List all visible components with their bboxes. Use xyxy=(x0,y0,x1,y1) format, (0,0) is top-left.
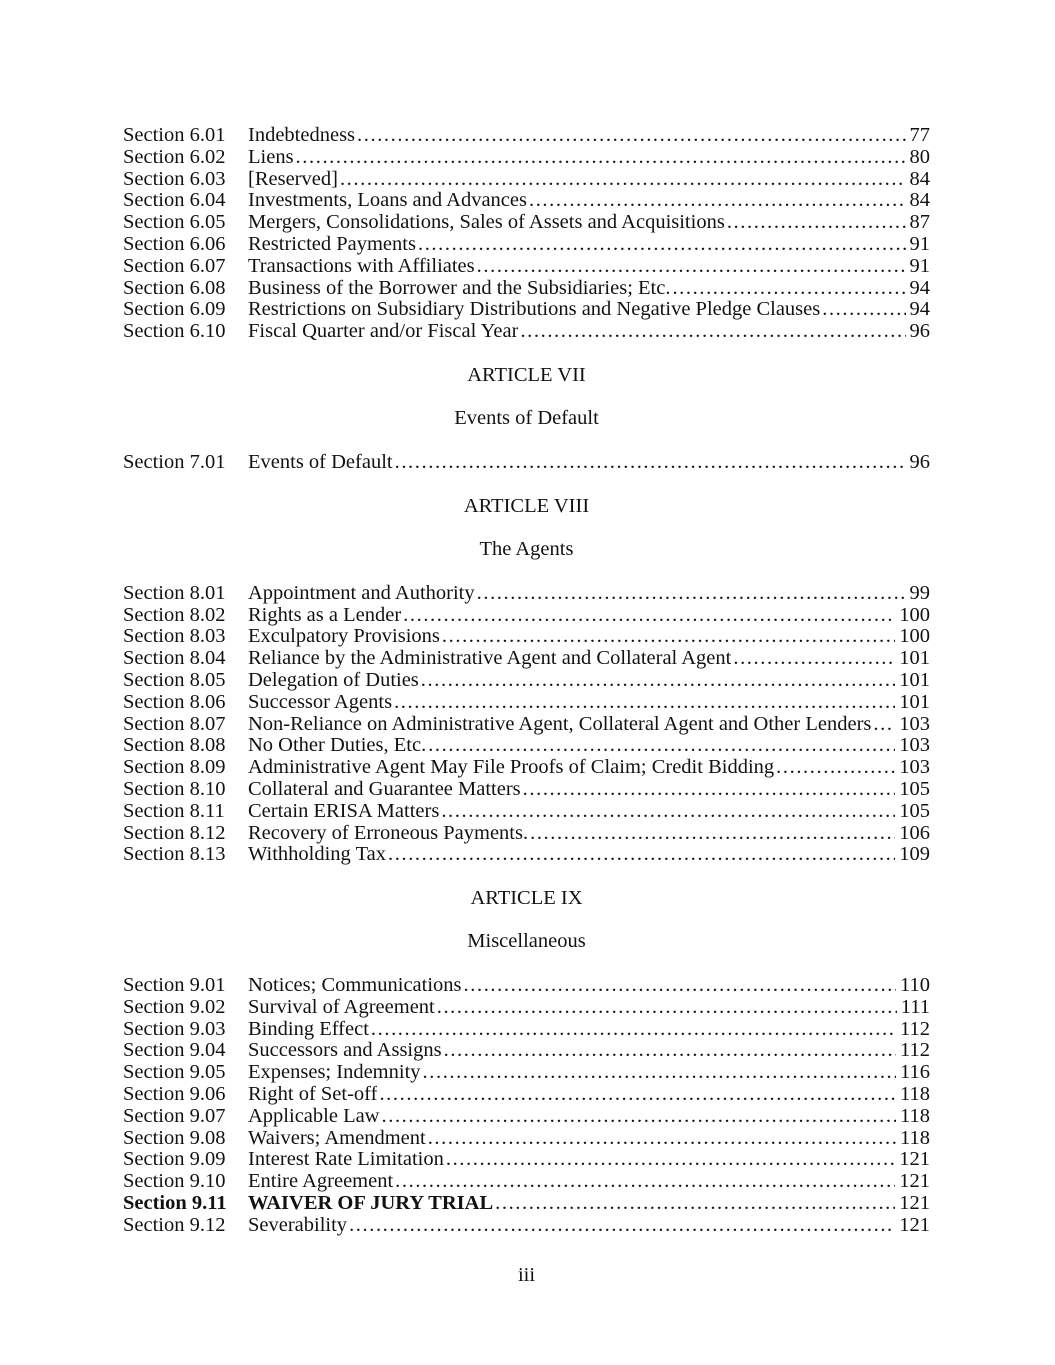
toc-entry-section-label: Section 8.12 xyxy=(123,821,226,844)
toc-dot-leader xyxy=(727,212,906,234)
toc-entry-section-label: Section 9.08 xyxy=(123,1126,226,1149)
toc-dot-leader xyxy=(442,626,895,648)
toc-dot-leader xyxy=(733,648,895,670)
toc-entry-page-number: 80 xyxy=(909,145,930,168)
toc-entry-section-label: Section 8.01 xyxy=(123,581,226,604)
toc-dot-leader xyxy=(672,278,905,300)
toc-entry-section-label: Section 6.10 xyxy=(123,320,226,343)
toc-entry-title: Entire Agreement xyxy=(248,1171,394,1193)
toc-entry-section-label: Section 9.09 xyxy=(123,1148,226,1171)
toc-entry-title: Survival of Agreement xyxy=(248,996,435,1018)
toc-entry-row xyxy=(123,801,930,823)
toc-dot-leader xyxy=(403,605,895,627)
toc-entry-row xyxy=(123,1040,930,1062)
page-footer xyxy=(123,1265,930,1287)
toc-dot-leader xyxy=(441,801,895,823)
toc-entry-title: Reliance by the Administrative Agent and Collateral Agent xyxy=(248,648,732,670)
toc-entry-page-number: 116 xyxy=(900,1061,930,1084)
toc-entry-title: Expenses; Indemnity xyxy=(248,1062,421,1084)
toc-entry-page-number: 110 xyxy=(900,974,930,997)
toc-entry-row xyxy=(123,234,930,256)
toc-dot-leader xyxy=(477,256,906,278)
toc-dot-leader xyxy=(446,1149,895,1171)
toc-entry-row xyxy=(123,626,930,648)
toc-dot-leader xyxy=(444,1040,896,1062)
toc-entry-row xyxy=(123,1084,930,1106)
toc-entry-title: Recovery of Erroneous Payments. xyxy=(248,822,529,844)
page-number: iii xyxy=(517,1263,536,1286)
article-subheading: Miscellaneous xyxy=(467,930,586,953)
toc-entry-row xyxy=(123,125,930,147)
toc-entry-section-label: Section 7.01 xyxy=(123,450,226,473)
toc-dot-leader xyxy=(529,190,906,212)
toc-entry-list xyxy=(123,452,930,474)
toc-entry-page-number: 106 xyxy=(899,821,930,844)
toc-entry-row xyxy=(123,605,930,627)
toc-dot-leader xyxy=(520,321,905,343)
toc-entry-title: Liens xyxy=(248,146,294,168)
toc-entry-row xyxy=(123,670,930,692)
toc-entry-section-label: Section 8.08 xyxy=(123,734,226,757)
toc-entry-title: Collateral and Guarantee Matters xyxy=(248,778,521,800)
toc-entry-section-label: Section 9.07 xyxy=(123,1104,226,1127)
article-subheading: The Agents xyxy=(479,538,574,561)
toc-entry-row xyxy=(123,583,930,605)
toc-entry-title: Indebtedness xyxy=(248,125,356,146)
toc-entry-page-number: 91 xyxy=(909,232,930,255)
toc-entry-title: Business of the Borrower and the Subsidiaries; Etc. xyxy=(248,277,671,299)
table-of-contents xyxy=(123,125,930,1286)
toc-entry-page-number: 96 xyxy=(909,450,930,473)
toc-entry-section-label: Section 8.04 xyxy=(123,647,226,670)
toc-entry-title: Withholding Tax xyxy=(248,844,387,866)
toc-article-group xyxy=(123,365,930,474)
toc-dot-leader xyxy=(495,1193,895,1215)
toc-entry-row xyxy=(123,823,930,845)
toc-entry-section-label: Section 6.01 xyxy=(123,124,226,146)
toc-entry-title: Fiscal Quarter and/or Fiscal Year xyxy=(248,321,519,343)
toc-entry-page-number: 118 xyxy=(900,1126,930,1149)
toc-entry-row xyxy=(123,256,930,278)
toc-dot-leader xyxy=(464,975,896,997)
toc-entry-section-label: Section 6.02 xyxy=(123,145,226,168)
toc-dot-leader xyxy=(428,1128,896,1150)
toc-entry-section-label: Section 8.09 xyxy=(123,756,226,779)
toc-entry-row xyxy=(123,1215,930,1237)
toc-dot-leader xyxy=(437,997,897,1019)
toc-dot-leader xyxy=(395,1171,895,1193)
toc-entry-title: Successors and Assigns xyxy=(248,1040,442,1062)
toc-entry-page-number: 94 xyxy=(909,276,930,299)
toc-dot-leader xyxy=(340,169,906,191)
toc-entry-list xyxy=(123,125,930,343)
toc-dot-leader xyxy=(421,670,895,692)
toc-entry-title: Notices; Communications xyxy=(248,975,462,997)
toc-dot-leader xyxy=(296,147,906,169)
toc-entry-section-label: Section 9.01 xyxy=(123,974,226,997)
toc-entry-list xyxy=(123,583,930,866)
toc-entry-title: Interest Rate Limitation xyxy=(248,1149,444,1171)
toc-entry-page-number: 84 xyxy=(909,167,930,190)
toc-dot-leader xyxy=(822,299,905,321)
toc-entry-row xyxy=(123,190,930,212)
toc-entry-page-number: 109 xyxy=(899,843,930,866)
toc-entry-page-number: 111 xyxy=(900,995,930,1018)
toc-entry-title: Certain ERISA Matters xyxy=(248,800,440,822)
toc-entry-title: Delegation of Duties xyxy=(248,669,419,691)
toc-entry-row xyxy=(123,1019,930,1041)
toc-entry-row xyxy=(123,1128,930,1150)
toc-entry-title: Investments, Loans and Advances xyxy=(248,190,527,212)
toc-entry-page-number: 105 xyxy=(899,777,930,800)
toc-entry-row xyxy=(123,1149,930,1171)
toc-entry-title: No Other Duties, Etc. xyxy=(248,735,427,757)
toc-entry-page-number: 77 xyxy=(909,124,930,146)
toc-dot-leader xyxy=(371,1019,896,1041)
toc-entry-section-label: Section 8.03 xyxy=(123,625,226,648)
toc-entry-page-number: 100 xyxy=(899,625,930,648)
toc-entry-row xyxy=(123,321,930,343)
toc-entry-page-number: 96 xyxy=(909,320,930,343)
toc-dot-leader xyxy=(388,844,895,866)
toc-entry-page-number: 112 xyxy=(900,1039,930,1062)
toc-dot-leader xyxy=(418,234,906,256)
toc-dot-leader xyxy=(477,583,906,605)
toc-entry-section-label: Section 6.08 xyxy=(123,276,226,299)
toc-dot-leader xyxy=(357,125,905,147)
article-heading: ARTICLE IX xyxy=(470,886,583,909)
toc-dot-leader xyxy=(873,714,895,736)
toc-entry-title: Administrative Agent May File Proofs of Claim; Credit Bidding xyxy=(248,757,775,779)
toc-dot-leader xyxy=(382,1106,897,1128)
toc-entry-title: Successor Agents xyxy=(248,691,393,713)
toc-entry-section-label: Section 9.11 xyxy=(123,1192,227,1215)
toc-entry-row xyxy=(123,1193,930,1215)
toc-entry-page-number: 103 xyxy=(899,712,930,735)
toc-dot-leader xyxy=(428,735,895,757)
toc-entry-row xyxy=(123,757,930,779)
toc-entry-section-label: Section 8.13 xyxy=(123,843,226,866)
toc-entry-page-number: 87 xyxy=(909,211,930,234)
toc-dot-leader xyxy=(776,757,895,779)
toc-entry-section-label: Section 6.07 xyxy=(123,254,226,277)
toc-entry-row xyxy=(123,692,930,714)
toc-entry-row xyxy=(123,779,930,801)
toc-entry-page-number: 94 xyxy=(909,298,930,321)
toc-entry-row xyxy=(123,452,930,474)
article-subheading: Events of Default xyxy=(454,407,599,430)
toc-entry-row xyxy=(123,278,930,300)
toc-dot-leader xyxy=(523,779,896,801)
toc-entry-row xyxy=(123,714,930,736)
toc-entry-title: Applicable Law xyxy=(248,1105,380,1127)
article-heading: ARTICLE VIII xyxy=(463,494,590,517)
toc-entry-row xyxy=(123,1106,930,1128)
toc-entry-row xyxy=(123,735,930,757)
toc-entry-title: Appointment and Authority xyxy=(248,582,475,604)
toc-entry-page-number: 118 xyxy=(900,1104,930,1127)
toc-entry-page-number: 121 xyxy=(899,1170,930,1193)
toc-dot-leader xyxy=(395,452,906,474)
toc-entry-section-label: Section 8.02 xyxy=(123,603,226,626)
toc-entry-row xyxy=(123,147,930,169)
toc-entry-section-label: Section 9.12 xyxy=(123,1213,226,1236)
toc-entry-section-label: Section 6.06 xyxy=(123,232,226,255)
toc-entry-title: Right of Set-off xyxy=(248,1084,378,1106)
toc-entry-title: Non-Reliance on Administrative Agent, Collateral Agent and Other Lenders xyxy=(248,713,872,735)
toc-entry-section-label: Section 9.03 xyxy=(123,1017,226,1040)
toc-entry-title: Rights as a Lender xyxy=(248,604,402,626)
toc-entry-section-label: Section 6.04 xyxy=(123,189,226,212)
toc-entry-section-label: Section 6.05 xyxy=(123,211,226,234)
toc-entry-row xyxy=(123,169,930,191)
toc-entry-page-number: 103 xyxy=(899,734,930,757)
toc-entry-title: Waivers; Amendment xyxy=(248,1127,426,1149)
toc-article-group xyxy=(123,888,930,1237)
toc-entry-section-label: Section 9.02 xyxy=(123,995,226,1018)
toc-dot-leader xyxy=(423,1062,896,1084)
toc-entry-page-number: 100 xyxy=(899,603,930,626)
toc-entry-page-number: 103 xyxy=(899,756,930,779)
toc-dot-leader xyxy=(530,823,895,845)
toc-entry-section-label: Section 8.06 xyxy=(123,690,226,713)
toc-entry-section-label: Section 9.05 xyxy=(123,1061,226,1084)
toc-entry-page-number: 91 xyxy=(909,254,930,277)
toc-entry-title: Restricted Payments xyxy=(248,233,416,255)
toc-entry-section-label: Section 9.06 xyxy=(123,1083,226,1106)
toc-entry-section-label: Section 8.10 xyxy=(123,777,226,800)
toc-entry-title: Mergers, Consolidations, Sales of Assets and Acquisitions xyxy=(248,212,725,234)
toc-entry-title: [Reserved] xyxy=(248,168,338,190)
toc-entry-page-number: 101 xyxy=(899,668,930,691)
toc-entry-list xyxy=(123,975,930,1237)
toc-entry-page-number: 101 xyxy=(899,690,930,713)
toc-entry-row xyxy=(123,997,930,1019)
toc-entry-title: Restrictions on Subsidiary Distributions and Negative Pledge Clauses xyxy=(248,299,821,321)
toc-entry-page-number: 118 xyxy=(900,1083,930,1106)
toc-entry-row xyxy=(123,648,930,670)
toc-entry-section-label: Section 9.10 xyxy=(123,1170,226,1193)
toc-entry-page-number: 99 xyxy=(909,581,930,604)
toc-entry-title: Severability xyxy=(248,1214,348,1236)
toc-entry-title: Exculpatory Provisions xyxy=(248,626,440,648)
toc-entry-section-label: Section 8.05 xyxy=(123,668,226,691)
toc-entry-section-label: Section 6.03 xyxy=(123,167,226,190)
toc-entry-section-label: Section 6.09 xyxy=(123,298,226,321)
toc-entry-row xyxy=(123,975,930,997)
toc-entry-row xyxy=(123,212,930,234)
toc-article-group xyxy=(123,125,930,343)
toc-entry-section-label: Section 8.07 xyxy=(123,712,226,735)
toc-dot-leader xyxy=(394,692,895,714)
toc-entry-page-number: 112 xyxy=(900,1017,930,1040)
toc-entry-page-number: 121 xyxy=(899,1192,930,1215)
toc-entry-section-label: Section 8.11 xyxy=(123,799,225,822)
toc-dot-leader xyxy=(349,1215,895,1237)
article-heading: ARTICLE VII xyxy=(467,363,586,386)
toc-entry-title: Events of Default xyxy=(248,451,393,473)
toc-entry-row xyxy=(123,844,930,866)
toc-entry-title: WAIVER OF JURY TRIAL xyxy=(248,1193,494,1215)
toc-entry-row xyxy=(123,1171,930,1193)
toc-entry-row xyxy=(123,1062,930,1084)
toc-dot-leader xyxy=(379,1084,896,1106)
toc-entry-page-number: 84 xyxy=(909,189,930,212)
toc-entry-page-number: 101 xyxy=(899,647,930,670)
toc-entry-section-label: Section 9.04 xyxy=(123,1039,226,1062)
toc-article-group xyxy=(123,496,930,867)
toc-entry-row xyxy=(123,299,930,321)
toc-entry-title: Transactions with Affiliates xyxy=(248,255,475,277)
toc-entry-page-number: 121 xyxy=(899,1148,930,1171)
toc-entry-title: Binding Effect xyxy=(248,1018,369,1040)
toc-entry-page-number: 105 xyxy=(899,799,930,822)
toc-entry-page-number: 121 xyxy=(899,1213,930,1236)
